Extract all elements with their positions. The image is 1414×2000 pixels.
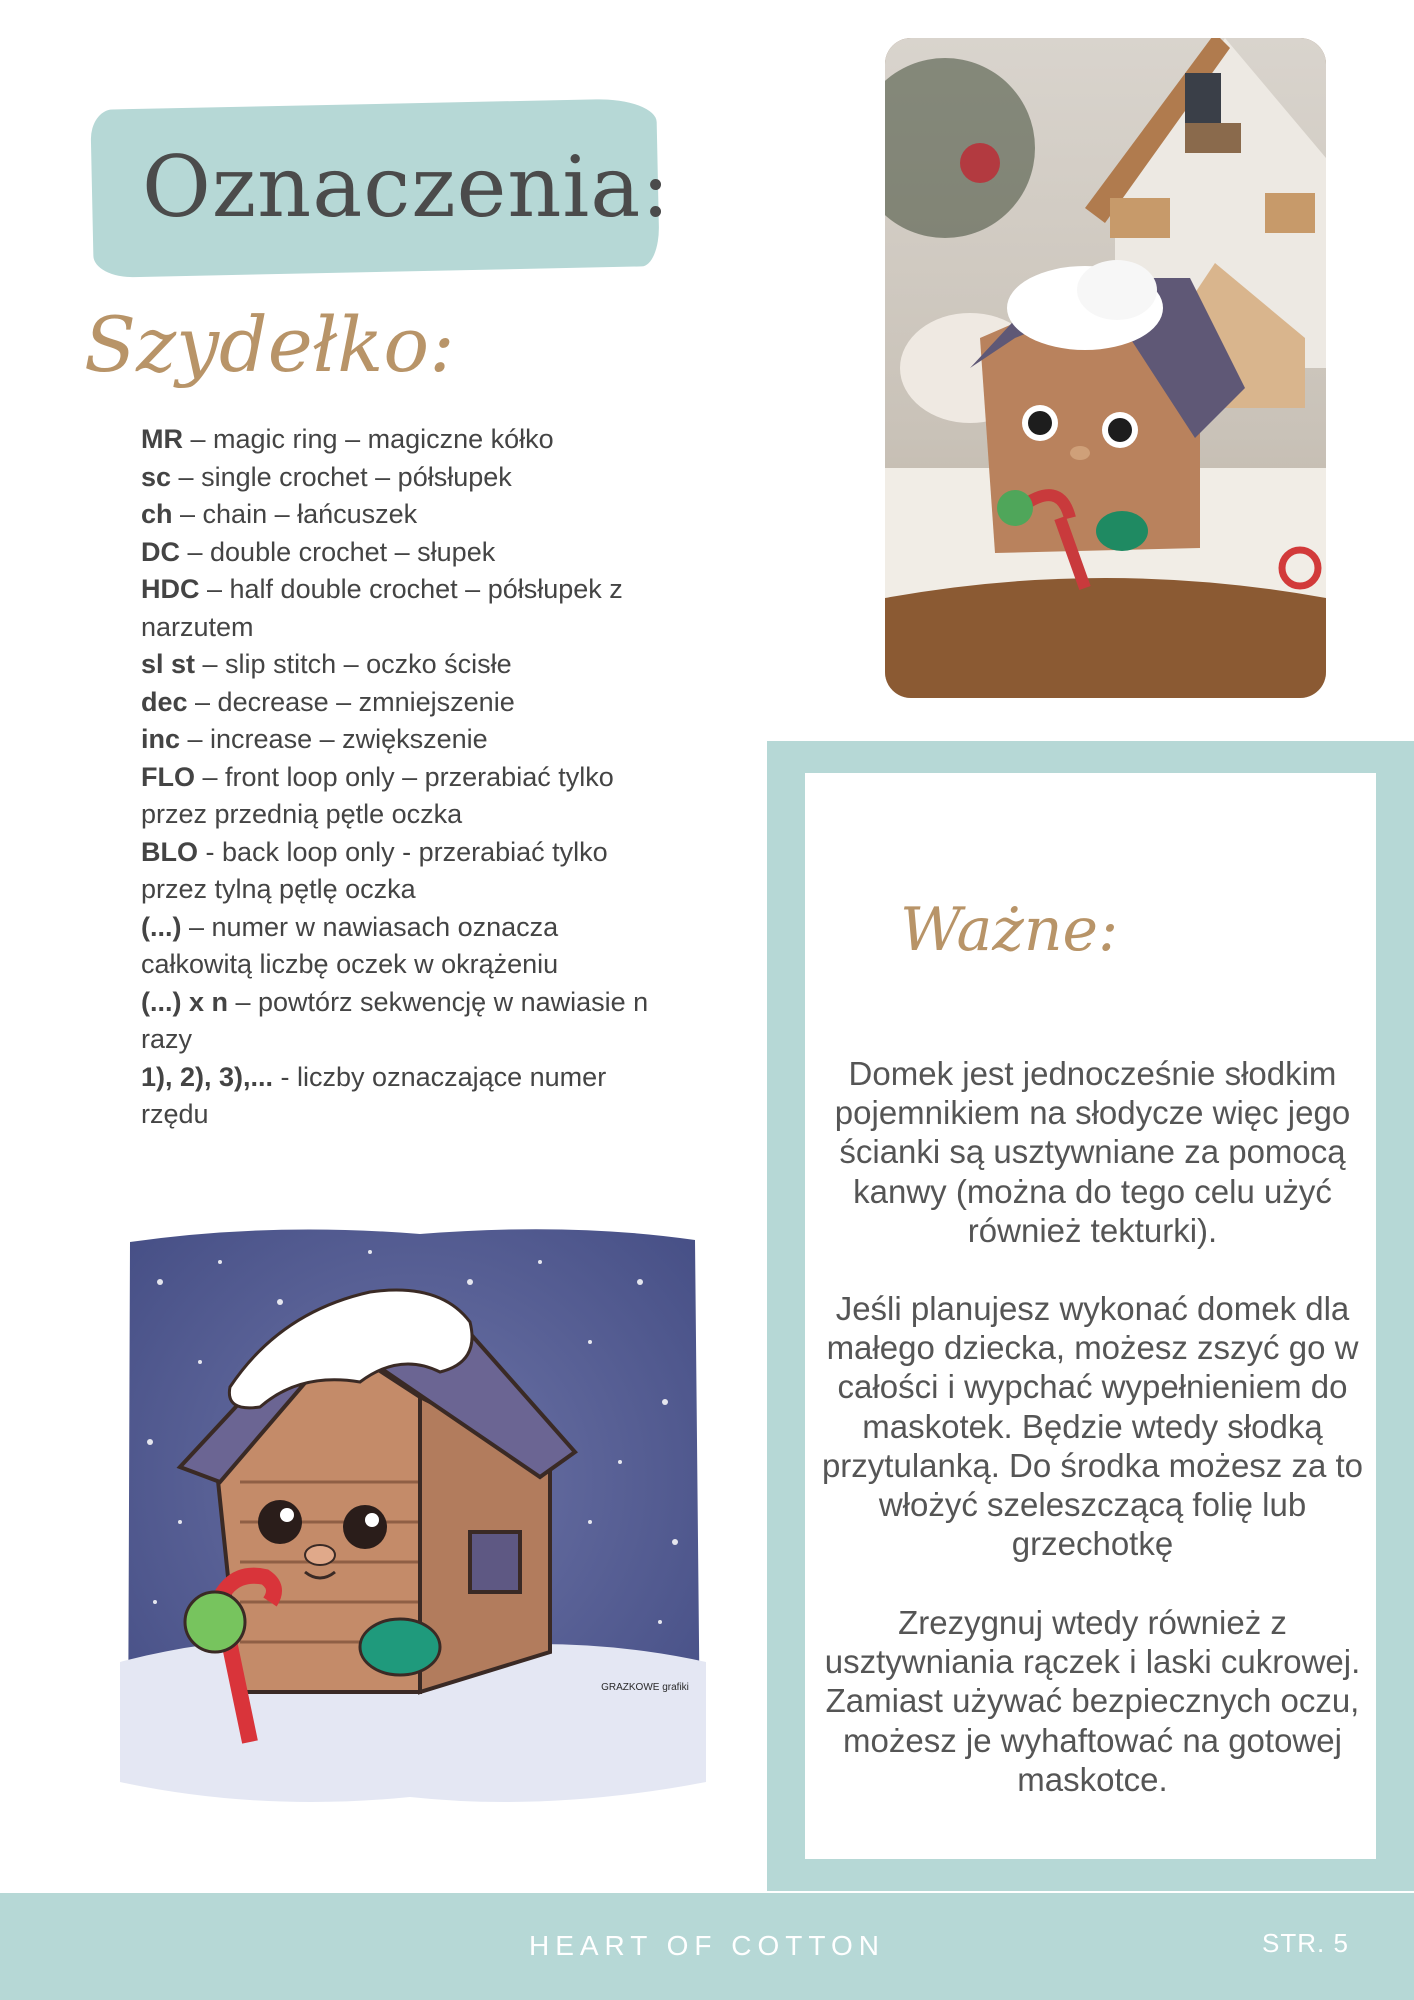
legend-term: (...) bbox=[141, 911, 182, 942]
legend-item bbox=[141, 834, 661, 909]
legend-item bbox=[141, 759, 661, 834]
legend-term: BLO bbox=[141, 836, 198, 867]
legend-term: sc bbox=[141, 461, 172, 492]
legend-description: – half double crochet – półsłupek z narzutem bbox=[141, 574, 623, 642]
legend-item bbox=[141, 421, 661, 459]
legend-term: ch bbox=[141, 499, 173, 529]
legend-description: - liczby oznaczające numer rzędu bbox=[141, 1061, 607, 1129]
legend-description: – chain – łańcuszek bbox=[172, 499, 418, 529]
legend-description: – magic ring – magiczne kółko bbox=[183, 424, 554, 454]
legend-term: HDC bbox=[141, 574, 200, 604]
legend-item bbox=[141, 721, 661, 759]
abbreviation-legend bbox=[141, 421, 661, 1134]
important-paragraph-3: Zrezygnuj wtedy również z usztywniania rączek i laski cukrowej. Zamiast używać bezpiecznych oczu, możesz je wyhaftować na gotowej maskotce. bbox=[824, 1604, 1361, 1798]
legend-item bbox=[141, 571, 661, 646]
illustration-signature: GRAZKOWE grafiki bbox=[601, 1682, 689, 1693]
legend-description: – front loop only – przerabiać tylko przez przednią pętle oczka bbox=[141, 761, 614, 829]
legend-description: – decrease – zmniejszenie bbox=[187, 686, 515, 717]
legend-term: 1), 2), 3),... bbox=[141, 1061, 274, 1092]
legend-description: – numer w nawiasach oznacza całkowitą liczbę oczek w okrążeniu bbox=[141, 911, 559, 979]
amigurumi-house-photo bbox=[885, 38, 1326, 698]
legend-item bbox=[141, 496, 661, 534]
legend-description: - back loop only - przerabiać tylko przez tylną pętlę oczka bbox=[141, 836, 608, 904]
legend-description: – single crochet – półsłupek bbox=[171, 461, 512, 492]
legend-term: (...) x n bbox=[141, 986, 228, 1017]
important-paragraph-1: Domek jest jednocześnie słodkim pojemnikiem na słodycze więc jego ścianki są usztywniane za pomocą kanwy (można do tego celu użyć również tekturki). bbox=[834, 1055, 1351, 1249]
legend-item bbox=[141, 1059, 661, 1134]
important-paragraph-2: Jeśli planujesz wykonać domek dla małego dziecka, możesz zszyć go w całości i wypchać wypełnieniem do maskotek. Będzie wtedy słodką przytulanką. Do środka możesz za to włożyć szeleszczącą folię lub grzechotkę bbox=[821, 1290, 1364, 1563]
legend-item bbox=[141, 909, 661, 984]
legend-item bbox=[141, 534, 661, 572]
legend-description: – double crochet – słupek bbox=[180, 536, 496, 567]
legend-term: sl st bbox=[141, 649, 196, 679]
legend-description: – increase – zwiększenie bbox=[180, 724, 488, 754]
page-title: Oznaczenia: bbox=[142, 138, 671, 236]
footer-brand: HEART OF COTTON bbox=[528, 1930, 886, 1961]
section-title-crochet: Szydełko: bbox=[84, 300, 455, 389]
legend-term: DC bbox=[141, 536, 180, 567]
legend-item bbox=[141, 646, 661, 684]
legend-description: – powtórz sekwencję w nawiasie n razy bbox=[141, 986, 649, 1054]
gingerbread-house-illustration bbox=[120, 1222, 706, 1804]
legend-term: dec bbox=[141, 686, 188, 717]
page-number: STR. 5 bbox=[1262, 1928, 1349, 1958]
legend-item bbox=[141, 684, 661, 722]
legend-item bbox=[141, 459, 661, 497]
legend-term: inc bbox=[141, 724, 181, 754]
legend-description: – slip stitch – oczko ścisłe bbox=[195, 649, 512, 679]
legend-term: MR bbox=[141, 424, 183, 454]
legend-term: FLO bbox=[141, 761, 195, 792]
important-title: Ważne: bbox=[900, 895, 1119, 965]
legend-item bbox=[141, 984, 661, 1059]
